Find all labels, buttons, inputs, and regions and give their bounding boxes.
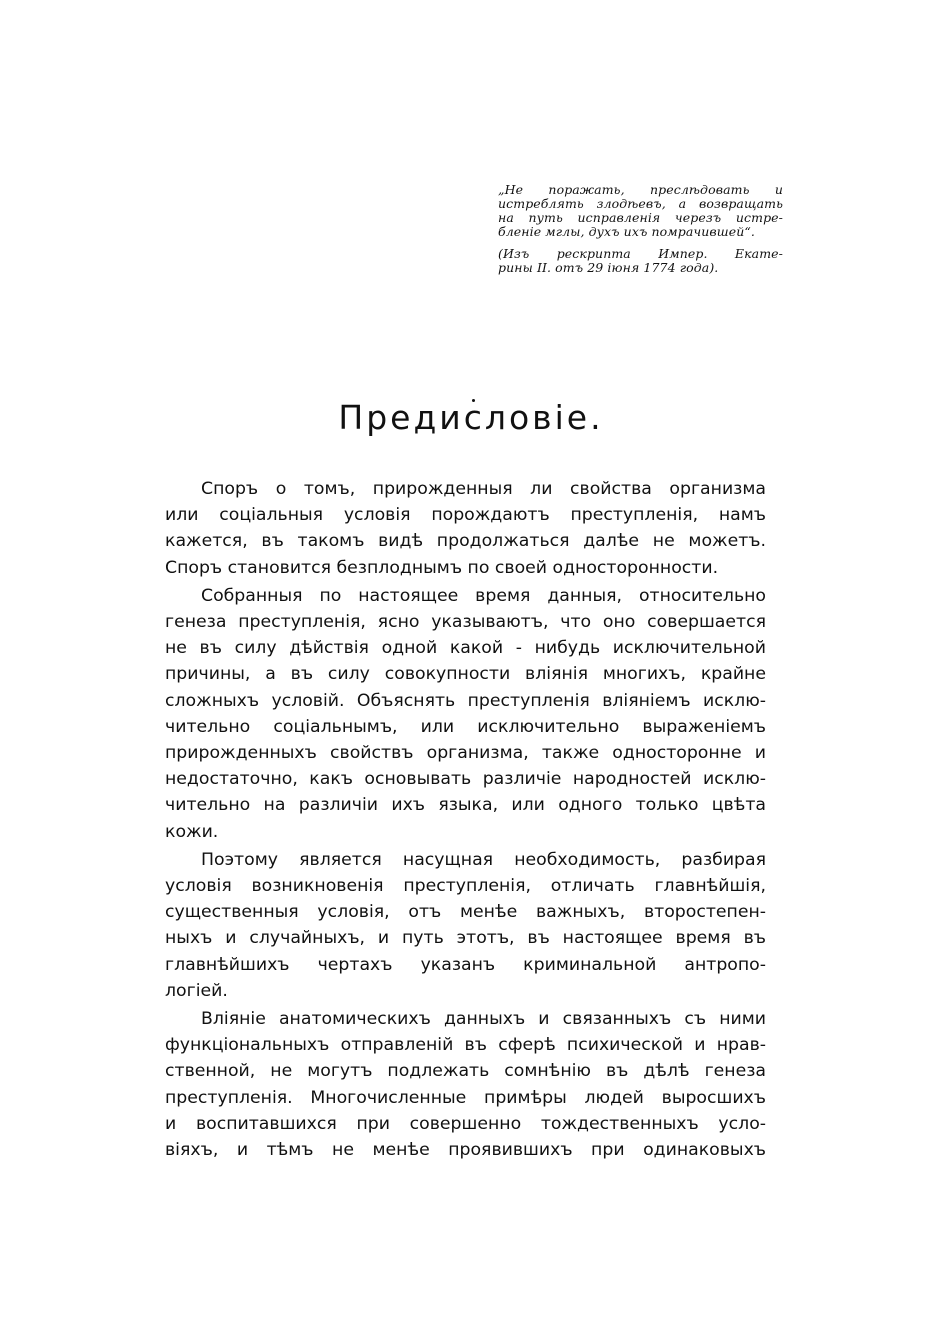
paragraph	[165, 847, 766, 1004]
text-line: кажется, въ такомъ видѣ продолжаться далѣе не можетъ.	[165, 531, 766, 552]
text-line: логіей.	[165, 980, 228, 1001]
text-line: или соціальныя условія порождаютъ преступленія, намъ	[165, 505, 766, 526]
epigraph	[498, 183, 783, 275]
epigraph-quote-line: на путь исправленія черезъ истре-	[498, 210, 783, 225]
text-line: чительно соціальнымъ, или исключительно выраженіемъ	[165, 716, 766, 737]
epigraph-quote-line: бленіе мглы, духъ ихъ помрачившей“.	[498, 224, 755, 239]
text-line: ственной, не могутъ подлежать сомнѣнію въ дѣлѣ генеза	[165, 1061, 766, 1082]
text-line: недостаточно, какъ основывать различіе народностей исклю-	[165, 769, 766, 790]
paragraph	[165, 476, 766, 581]
text-line: кожи.	[165, 821, 219, 842]
text-line: генеза преступленія, ясно указываютъ, что оно совершается	[165, 612, 766, 633]
text-line: главнѣйшихъ чертахъ указанъ криминальной антропо-	[165, 954, 766, 975]
epigraph-quote-line: „Не поражать, преслѣдовать и	[498, 182, 783, 197]
text-line: Собранныя по настоящее время данныя, относительно	[201, 585, 766, 606]
paragraph	[165, 1006, 766, 1163]
text-line: функціональныхъ отправленій въ сферѣ психической и нрав-	[165, 1035, 766, 1056]
text-line: Вліяніе анатомическихъ данныхъ и связанныхъ съ ними	[201, 1009, 766, 1030]
text-line: существенныя условія, отъ менѣе важныхъ, второстепен-	[165, 902, 766, 923]
text-line: ныхъ и случайныхъ, и путь этотъ, въ настоящее время въ	[165, 928, 766, 949]
text-line: причины, а въ силу совокупности вліянія многихъ, крайне	[165, 664, 766, 685]
text-line: Споръ становится безплоднымъ по своей односторонности.	[165, 557, 719, 578]
paragraph	[165, 583, 766, 845]
text-line: прирожденныхъ свойствъ организма, также односторонне и	[165, 743, 766, 764]
text-line: и воспитавшихся при совершенно тождественныхъ усло-	[165, 1113, 766, 1134]
text-line: условія возникновенія преступленія, отличать главнѣйшія,	[165, 876, 766, 897]
page-title: Предисловіе.	[338, 398, 604, 437]
epigraph-source-line: рины II. отъ 29 іюня 1774 года).	[498, 260, 719, 275]
text-line: преступленія. Многочисленные примѣры людей выросшихъ	[165, 1087, 766, 1108]
text-line: Споръ о томъ, прирожденныя ли свойства организма	[201, 479, 766, 499]
preface-body	[165, 476, 766, 1165]
epigraph-quote-line: истреблять злодѣевъ, а возвращать	[498, 196, 783, 211]
epigraph-source-line: (Изъ рескрипта Импер. Екате-	[498, 246, 783, 261]
text-line: чительно на различіи ихъ языка, или одного только цвѣта	[165, 795, 766, 816]
text-line: не въ силу дѣйствія одной какой - нибудь исключительной	[165, 638, 766, 659]
text-line: віяхъ, и тѣмъ не менѣе проявившихъ при одинаковыхъ	[165, 1140, 766, 1161]
text-line: Поэтому является насущная необходимость, разбирая	[201, 849, 766, 870]
text-line: сложныхъ условій. Объяснять преступленія вліяніемъ исклю-	[165, 690, 766, 711]
